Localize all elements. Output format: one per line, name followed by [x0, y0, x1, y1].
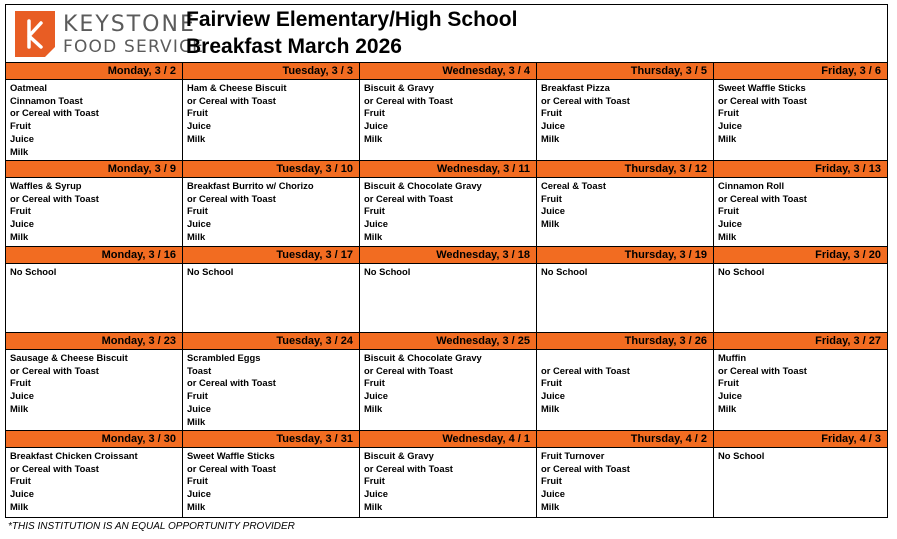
day-menu	[183, 350, 359, 430]
menu-item: Oatmeal	[10, 82, 47, 93]
week-row	[6, 430, 887, 518]
day-menu	[360, 448, 536, 516]
day-cell	[360, 62, 537, 160]
menu-item: Milk	[187, 230, 206, 242]
day-header: Monday, 3 / 30	[6, 431, 182, 448]
footer-note: *THIS INSTITUTION IS AN EQUAL OPPORTUNITY PROVIDER	[8, 521, 295, 532]
menu-item: Breakfast Pizza	[541, 82, 610, 93]
day-menu	[537, 350, 713, 418]
menu-item: Fruit	[187, 107, 208, 119]
menu-item: Juice	[541, 488, 565, 500]
day-header: Tuesday, 3 / 17	[183, 247, 359, 264]
day-cell	[360, 160, 537, 246]
day-header: Tuesday, 3 / 3	[183, 63, 359, 80]
day-header: Tuesday, 3 / 24	[183, 333, 359, 350]
menu-item: Fruit	[541, 475, 562, 487]
menu-header	[6, 5, 887, 62]
menu-item: Milk	[718, 402, 737, 414]
menu-item: No School	[187, 266, 234, 277]
menu-item: Juice	[541, 390, 565, 402]
menu-item: or Cereal with Toast	[364, 94, 453, 106]
menu-item: Milk	[10, 500, 29, 512]
menu-item: Fruit	[541, 107, 562, 119]
day-menu	[714, 264, 887, 281]
menu-item: Milk	[541, 132, 560, 144]
menu-item: Milk	[364, 230, 383, 242]
day-cell	[714, 160, 887, 246]
day-menu	[714, 80, 887, 148]
menu-item: Sweet Waffle Sticks	[187, 450, 275, 461]
day-cell	[6, 332, 183, 430]
day-menu	[537, 264, 713, 281]
calendar-grid	[6, 62, 887, 518]
menu-item	[541, 352, 709, 365]
day-header: Wednesday, 3 / 4	[360, 63, 536, 80]
menu-item: or Cereal with Toast	[718, 364, 807, 376]
day-header: Thursday, 3 / 5	[537, 63, 713, 80]
day-menu	[714, 448, 887, 465]
day-cell	[714, 332, 887, 430]
menu-item: Juice	[364, 390, 388, 402]
menu-item: Milk	[541, 218, 560, 230]
menu-item: or Cereal with Toast	[10, 364, 99, 376]
day-cell	[537, 62, 714, 160]
day-menu	[360, 178, 536, 246]
day-menu	[537, 178, 713, 233]
menu-item: Fruit	[10, 120, 31, 132]
menu-item: Fruit	[187, 390, 208, 402]
menu-item: Juice	[541, 205, 565, 217]
menu-item: Cinnamon Roll	[718, 180, 785, 191]
menu-item: Fruit	[10, 205, 31, 217]
menu-item: or Cereal with Toast	[187, 377, 276, 389]
menu-item: Fruit	[187, 475, 208, 487]
day-cell	[537, 160, 714, 246]
menu-item: Breakfast Burrito w/ Chorizo	[187, 180, 314, 191]
menu-item: Waffles & Syrup	[10, 180, 82, 191]
menu-item: Fruit	[364, 205, 385, 217]
menu-item: Juice	[364, 218, 388, 230]
day-menu	[714, 178, 887, 246]
day-cell	[183, 430, 360, 518]
menu-item: Juice	[187, 488, 211, 500]
day-menu	[6, 80, 182, 160]
menu-item: Milk	[10, 145, 29, 157]
day-header: Friday, 3 / 6	[714, 63, 887, 80]
menu-item: Toast	[187, 364, 212, 376]
day-menu	[6, 178, 182, 246]
menu-item: Biscuit & Chocolate Gravy	[364, 180, 482, 191]
menu-item: Juice	[10, 218, 34, 230]
day-header: Monday, 3 / 23	[6, 333, 182, 350]
keystone-logo-icon	[15, 11, 55, 57]
menu-item: Cinnamon Toast	[10, 94, 83, 106]
logo-mark-shape	[15, 11, 55, 57]
menu-item: Juice	[10, 390, 34, 402]
menu-item: Fruit	[10, 475, 31, 487]
day-menu	[183, 448, 359, 516]
day-cell	[360, 246, 537, 332]
menu-item: or Cereal with Toast	[187, 94, 276, 106]
day-menu	[6, 448, 182, 516]
week-row	[6, 160, 887, 246]
menu-item: or Cereal with Toast	[718, 192, 807, 204]
menu-item: Sweet Waffle Sticks	[718, 82, 806, 93]
menu-item: Juice	[10, 488, 34, 500]
menu-item: No School	[718, 266, 765, 277]
day-header: Wednesday, 3 / 18	[360, 247, 536, 264]
menu-item: Cereal & Toast	[541, 180, 606, 191]
day-menu	[6, 350, 182, 418]
menu-frame	[5, 4, 888, 518]
day-menu	[537, 80, 713, 148]
day-cell	[537, 332, 714, 430]
menu-item: Milk	[364, 402, 383, 414]
page-title: Fairview Elementary/High School	[186, 8, 518, 31]
day-header: Tuesday, 3 / 31	[183, 431, 359, 448]
menu-item: Milk	[187, 132, 206, 144]
day-cell	[714, 246, 887, 332]
menu-item: or Cereal with Toast	[541, 364, 630, 376]
page-subtitle: Breakfast March 2026	[186, 35, 402, 58]
menu-item: Muffin	[718, 352, 747, 363]
menu-item: Biscuit & Gravy	[364, 82, 434, 93]
menu-item: or Cereal with Toast	[187, 462, 276, 474]
week-row	[6, 62, 887, 160]
menu-item: Fruit	[541, 192, 562, 204]
day-cell	[183, 160, 360, 246]
menu-item: Milk	[541, 500, 560, 512]
menu-item: Milk	[10, 230, 29, 242]
menu-item: or Cereal with Toast	[364, 364, 453, 376]
menu-item: Ham & Cheese Biscuit	[187, 82, 287, 93]
menu-item: Milk	[187, 415, 206, 427]
menu-item: Juice	[364, 488, 388, 500]
brand-logo	[15, 11, 205, 59]
menu-item: Biscuit & Gravy	[364, 450, 434, 461]
day-header: Friday, 3 / 27	[714, 333, 887, 350]
day-header: Tuesday, 3 / 10	[183, 161, 359, 178]
menu-item: Fruit	[718, 107, 739, 119]
menu-item: or Cereal with Toast	[10, 462, 99, 474]
menu-item: Milk	[718, 132, 737, 144]
menu-item: or Cereal with Toast	[364, 462, 453, 474]
day-menu	[183, 264, 359, 281]
day-cell	[183, 246, 360, 332]
day-header: Monday, 3 / 9	[6, 161, 182, 178]
day-cell	[714, 430, 887, 518]
day-menu	[360, 80, 536, 148]
menu-item: No School	[718, 450, 765, 461]
menu-item: Scrambled Eggs	[187, 352, 261, 363]
day-cell	[6, 160, 183, 246]
menu-item: Juice	[718, 218, 742, 230]
day-cell	[183, 332, 360, 430]
menu-item: No School	[364, 266, 411, 277]
menu-item: Juice	[187, 218, 211, 230]
menu-item: Milk	[364, 500, 383, 512]
day-menu	[714, 350, 887, 418]
menu-item: Juice	[187, 120, 211, 132]
menu-item: Fruit	[187, 205, 208, 217]
menu-item: or Cereal with Toast	[541, 94, 630, 106]
day-menu	[183, 80, 359, 148]
day-cell	[6, 430, 183, 518]
menu-item: Biscuit & Chocolate Gravy	[364, 352, 482, 363]
day-cell	[183, 62, 360, 160]
day-cell	[537, 246, 714, 332]
menu-item: or Cereal with Toast	[364, 192, 453, 204]
day-menu	[360, 350, 536, 418]
menu-item: Fruit	[364, 107, 385, 119]
menu-item: Fruit Turnover	[541, 450, 605, 461]
day-header: Monday, 3 / 2	[6, 63, 182, 80]
menu-item: or Cereal with Toast	[10, 107, 99, 119]
menu-item: Milk	[10, 402, 29, 414]
menu-item: No School	[541, 266, 588, 277]
day-header: Friday, 3 / 13	[714, 161, 887, 178]
menu-item: or Cereal with Toast	[541, 462, 630, 474]
menu-item: Breakfast Chicken Croissant	[10, 450, 138, 461]
day-cell	[537, 430, 714, 518]
menu-item: Juice	[187, 402, 211, 414]
day-header: Monday, 3 / 16	[6, 247, 182, 264]
day-cell	[6, 246, 183, 332]
day-cell	[360, 332, 537, 430]
day-menu	[6, 264, 182, 281]
day-menu	[360, 264, 536, 281]
week-row	[6, 246, 887, 332]
day-header: Thursday, 3 / 12	[537, 161, 713, 178]
menu-item: Fruit	[718, 205, 739, 217]
brand-tagline: FOOD SERVICE	[63, 37, 205, 57]
day-header: Wednesday, 3 / 11	[360, 161, 536, 178]
menu-item: Juice	[718, 120, 742, 132]
menu-item: Fruit	[541, 377, 562, 389]
day-menu	[183, 178, 359, 246]
day-cell	[360, 430, 537, 518]
menu-item: Milk	[364, 132, 383, 144]
menu-item: Juice	[541, 120, 565, 132]
menu-item: or Cereal with Toast	[718, 94, 807, 106]
day-header: Thursday, 3 / 26	[537, 333, 713, 350]
menu-item: or Cereal with Toast	[187, 192, 276, 204]
menu-item: Juice	[10, 132, 34, 144]
brand-name: KEYSTONE	[63, 12, 196, 37]
menu-item: Fruit	[364, 475, 385, 487]
menu-item: Milk	[718, 230, 737, 242]
day-header: Friday, 4 / 3	[714, 431, 887, 448]
day-header: Wednesday, 3 / 25	[360, 333, 536, 350]
menu-item: Milk	[187, 500, 206, 512]
menu-item: Fruit	[10, 377, 31, 389]
menu-item: or Cereal with Toast	[10, 192, 99, 204]
menu-item: No School	[10, 266, 57, 277]
menu-item: Juice	[364, 120, 388, 132]
menu-item: Fruit	[364, 377, 385, 389]
menu-item: Milk	[541, 402, 560, 414]
day-header: Thursday, 4 / 2	[537, 431, 713, 448]
day-cell	[714, 62, 887, 160]
day-header: Thursday, 3 / 19	[537, 247, 713, 264]
day-cell	[6, 62, 183, 160]
week-row	[6, 332, 887, 430]
day-menu	[537, 448, 713, 516]
menu-item: Fruit	[718, 377, 739, 389]
day-header: Friday, 3 / 20	[714, 247, 887, 264]
menu-item: Sausage & Cheese Biscuit	[10, 352, 128, 363]
menu-item: Juice	[718, 390, 742, 402]
day-header: Wednesday, 4 / 1	[360, 431, 536, 448]
